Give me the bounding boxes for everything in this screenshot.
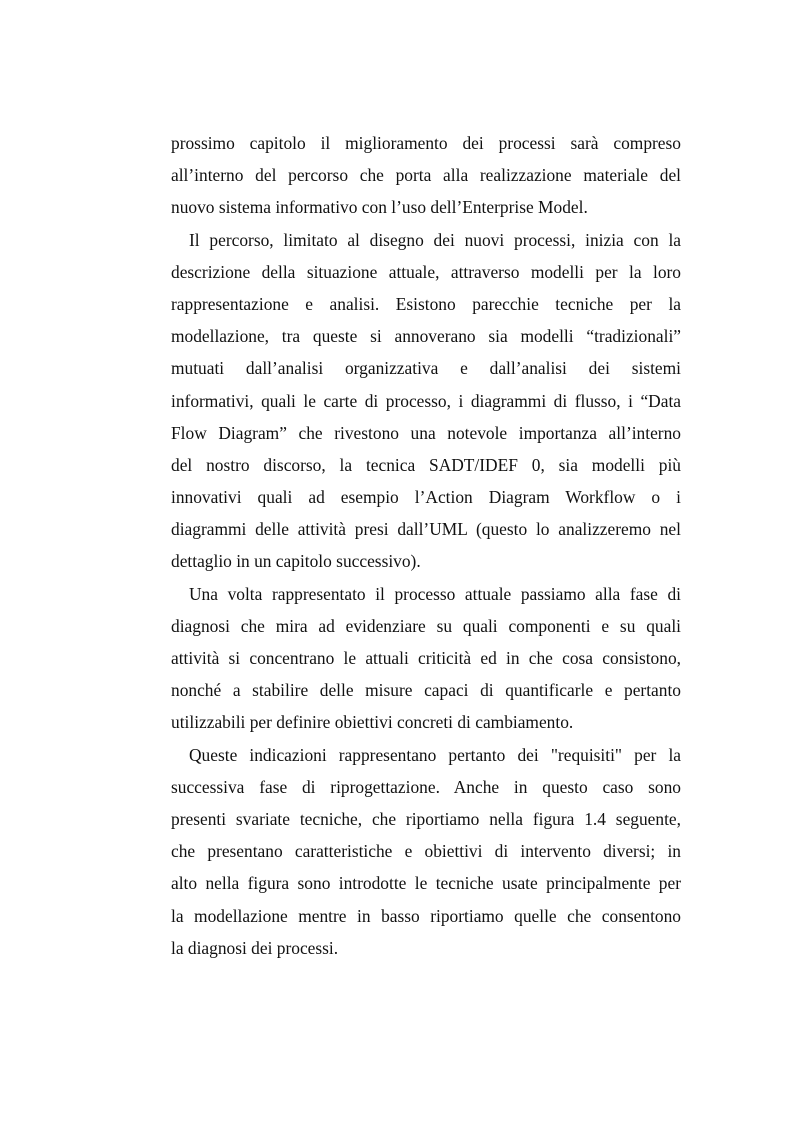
text-line: successiva fase di riprogettazione. Anche in questo caso sono [171,776,681,797]
text-line: rappresentazione e analisi. Esistono parecchie tecniche per la [171,293,681,314]
paragraph [171,127,681,224]
text-line: Il percorso, limitato al disegno dei nuovi processi, inizia con la [189,229,681,250]
text-line: dettaglio in un capitolo successivo). [171,551,421,572]
paragraph [171,224,681,578]
body-text [171,127,681,964]
text-line: descrizione della situazione attuale, attraverso modelli per la loro [171,261,681,282]
text-line: Flow Diagram” che rivestono una notevole importanza all’interno [171,422,681,443]
text-line: nonché a stabilire delle misure capaci di quantificarle e pertanto [171,680,681,701]
text-line: la diagnosi dei processi. [171,937,339,958]
paragraph [171,739,681,964]
text-line: attività si concentrano le attuali criticità ed in che cosa consistono, [171,648,681,668]
text-line: mutuati dall’analisi organizzativa e dall’analisi dei sistemi [171,358,681,379]
text-line: presenti svariate tecniche, che riportiamo nella figura 1.4 seguente, [171,808,681,829]
text-line: la modellazione mentre in basso riportiamo quelle che consentono [171,905,681,926]
text-line: modellazione, tra queste si annoverano sia modelli “tradizionali” [171,326,681,347]
text-line: che presentano caratteristiche e obiettivi di intervento diversi; in [171,841,681,862]
paragraph [171,578,681,739]
text-line: all’interno del percorso che porta alla realizzazione materiale del [171,165,681,186]
text-line: utilizzabili per definire obiettivi concreti di cambiamento. [171,712,574,733]
text-line: innovativi quali ad esempio l’Action Diagram Workflow o i [171,487,681,508]
text-line: prossimo capitolo il miglioramento dei processi sarà compreso [171,133,681,153]
text-line: Queste indicazioni rappresentano pertanto dei "requisiti" per la [189,744,681,765]
text-line: alto nella figura sono introdotte le tecniche usate principalmente per [171,873,681,894]
text-line: diagnosi che mira ad evidenziare su quali componenti e su quali [171,615,681,636]
text-line: Una volta rappresentato il processo attuale passiamo alla fase di [189,583,681,604]
text-line: nuovo sistema informativo con l’uso dell’Enterprise Model. [171,197,588,218]
text-line: informativi, quali le carte di processo, i diagrammi di flusso, i “Data [171,390,681,411]
text-line: diagrammi delle attività presi dall’UML (questo lo analizzeremo nel [171,519,681,540]
text-line: del nostro discorso, la tecnica SADT/IDEF 0, sia modelli più [171,454,681,475]
